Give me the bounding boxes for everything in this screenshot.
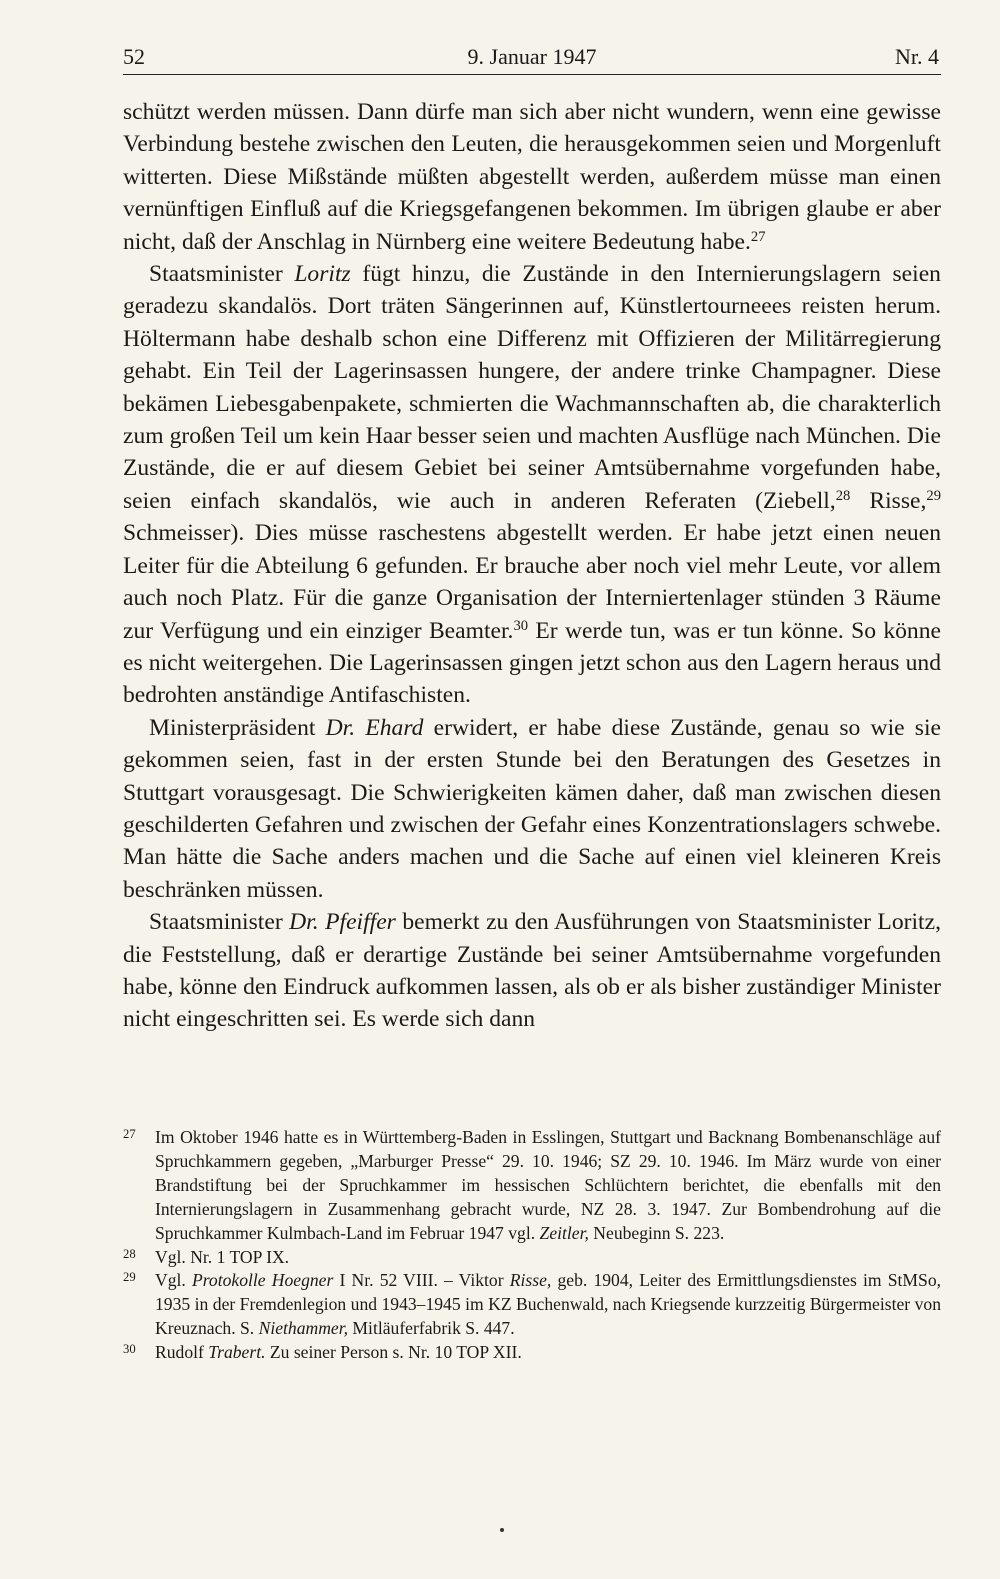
footnote-text: Zu seiner Person s. Nr. 10 TOP XII. [265,1342,522,1363]
footnote-30 [123,1341,941,1365]
header-date: 9. Januar 1947 [467,44,597,69]
paragraph-text: fügt hinzu, die Zustände in den Internierungslagern seien geradezu skandalös. Dort träten Sängerinnen auf, Künstlertourneees reisten herum. Höltermann habe deshalb schon eine Differenz mit Offizieren der Militärregierung gehabt. Ein Teil der Lagerinsassen hungere, der andere trinke Champagner. Diese bekämen Liebesgabenpakete, schmierten die Wachmannschaften ab, die charakterlich zum großen Teil um kein Haar besser seien und machten Ausflüge nach München. Die Zustände, die er auf diesem Gebiet bei seiner Amtsübernahme vorgefunden habe, seien einfach skandalös, wie auch in anderen Referaten (Ziebell, [123,261,941,514]
paragraph-text: Risse, [850,487,927,514]
footnote-number: 29 [123,1270,136,1285]
footnote-text: Mitläuferfabrik S. 447. [348,1318,515,1339]
footnote-text: Vgl. [155,1270,192,1291]
paragraph-3 [123,712,941,906]
footnote-29 [123,1269,941,1341]
paragraph-text: Staatsminister [149,909,290,936]
footnote-number: 30 [123,1342,136,1357]
footnote-text: I Nr. 52 VIII. – Viktor [333,1270,510,1291]
footnote-italic: Trabert. [208,1342,266,1363]
paragraph-text: Er werde tun, was er tun könne. So könne es nicht weitergehen. Die Lagerinsassen gingen jetzt schon aus den Lagern heraus und bedrohten anständige Antifaschisten. [123,617,941,709]
footnote-ref-29[interactable]: 29 [926,487,941,504]
footnote-text: geb. 1904, Leiter des Ermittlungsdienstes im StMSo, 1935 in der Fremdenlegion und 1943–1945 im KZ Buchenwald, nach Kriegsende kurzzeitig Bürgermeister von Kreuznach. S. [155,1270,942,1339]
paragraph-4 [123,906,941,1036]
paragraph-text: erwidert, er habe diese Zustände, genau so wie sie gekommen seien, fast in der ersten Stunde bei den Beratungen des Gesetzes in Stuttgart vorausgesagt. Die Schwierigkeiten kämen daher, daß man zwischen diesen geschilderten Gefahren und zwischen der Gefahr eines Konzentrationslagers schwebe. Man hätte die Sache anders machen und die Sache auf einen viel kleineren Kreis beschränken müssen. [123,714,942,903]
paragraph-1 [123,96,941,258]
footnote-ref-30[interactable]: 30 [513,617,529,634]
main-text [123,96,941,1036]
footnote-ref-27[interactable]: 27 [750,228,766,245]
footnote-28 [123,1246,941,1270]
footnote-number: 28 [123,1246,136,1261]
footnote-italic: Zeitler, [539,1222,589,1243]
footnote-ref-28[interactable]: 28 [835,487,851,504]
header-rule [123,74,941,75]
page-speck [500,1528,504,1532]
page-number: 52 [123,44,145,69]
footnote-text: Vgl. Nr. 1 TOP IX. [155,1246,290,1267]
running-header [123,40,941,70]
footnote-italic: Niethammer, [258,1318,349,1339]
document-number: Nr. 4 [895,44,939,69]
paragraph-text: Ministerpräsident [149,714,326,741]
speaker-name: Dr. Pfeiffer [289,909,396,936]
footnotes [123,1126,941,1365]
footnote-text: Rudolf [155,1342,209,1363]
paragraph-text: Staatsminister [149,261,295,288]
footnote-text: Im Oktober 1946 hatte es in Württemberg-Baden in Esslingen, Stuttgart und Backnang Bombenanschläge auf Spruchkammern gegeben, „Marburger Presse“ 29. 10. 1946; SZ 29. 10. 1946. Im März wurde von einer Brandstiftung bei der Spruchkammer im hessischen Schlüchtern berichtet, die ebenfalls mit den Internierungslagern in Zusammenhang gebracht wurde, NZ 28. 3. 1947. Zur Bombendrohung auf die Spruchkammer Kulmbach-Land im Februar 1947 vgl. [155,1127,941,1243]
footnote-27 [123,1126,941,1246]
footnote-number: 27 [123,1127,136,1141]
paragraph-2 [123,258,941,712]
footnote-italic: Protokolle Hoegner [191,1270,334,1291]
paragraph-text: Schmeisser). Dies müsse raschestens abgestellt werden. Er habe jetzt einen neuen Leiter für die Abteilung 6 gefunden. Er brauche aber noch viel mehr Leute, vor allem auch noch Platz. Für die ganze Organisation der Interniertenlager stünden 3 Räume zur Verfügung und ein einziger Beamter. [123,520,941,644]
paragraph-text: schützt werden müssen. Dann dürfe man sich aber nicht wundern, wenn eine gewisse Verbindung bestehe zwischen den Leuten, die herausgekommen seien und Morgenluft witterten. Diese Mißstände müßten abgestellt werden, außerdem müsse man einen vernünftigen Einfluß auf die Kriegsgefangenen bekommen. Im übrigen glaube er aber nicht, daß der Anschlag in Nürnberg eine weitere Bedeutung habe. [123,99,941,255]
speaker-name: Loritz [294,261,351,288]
paragraph-text: bemerkt zu den Ausführungen von Staatsminister Loritz, die Feststellung, daß er derartige Zustände bei seiner Amtsübernahme vorgefunden habe, könne den Eindruck aufkommen lassen, als ob er als bisher zuständiger Minister nicht eingeschritten sei. Es werde sich dann [123,909,941,1033]
footnote-italic: Risse, [509,1270,552,1291]
footnote-text: Neubeginn S. 223. [588,1222,725,1243]
speaker-name: Dr. Ehard [325,714,424,741]
